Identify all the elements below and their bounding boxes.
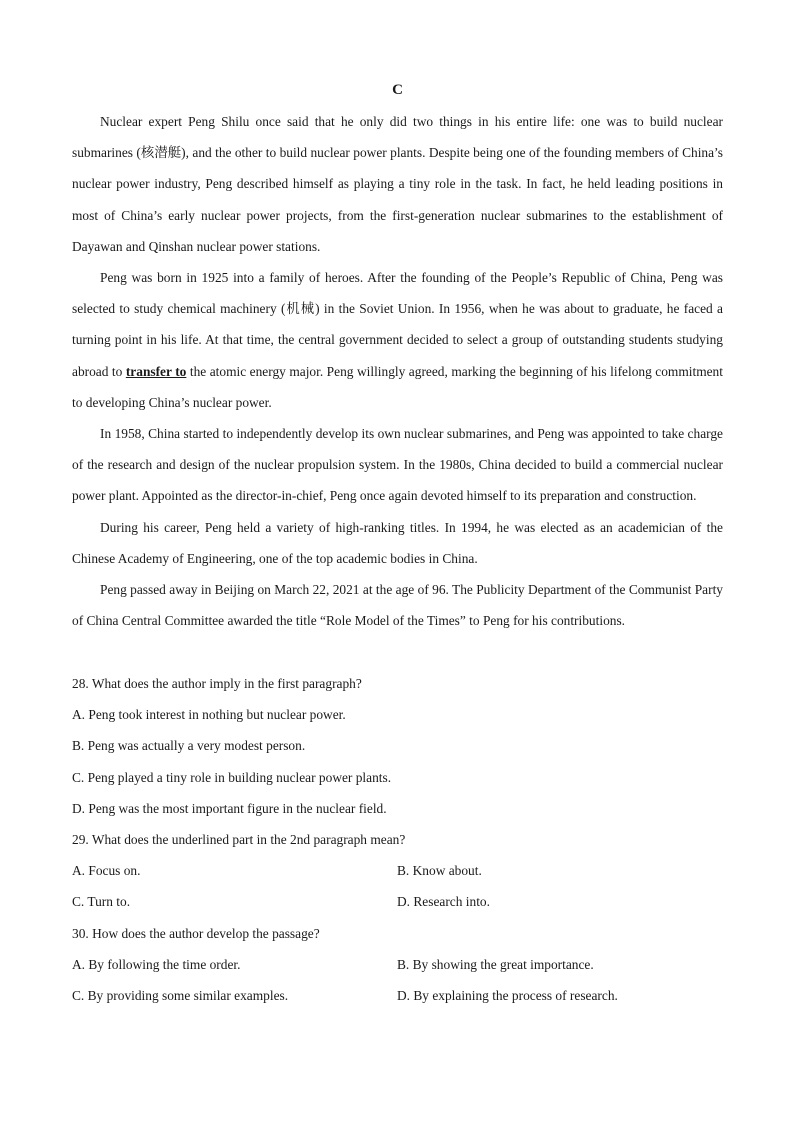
option-a: A. Focus on.: [72, 863, 141, 879]
option-row: [72, 855, 723, 886]
option-d: D. Research into.: [397, 894, 490, 910]
option-d: D. By explaining the process of research.: [397, 988, 618, 1004]
passage-paragraph-5: Peng passed away in Beijing on March 22, 2021 at the age of 96. The Publicity Department of the Communist Party of China Central Committee awarded the title “Role Model of the Times” to Peng for his contributions.: [72, 582, 723, 629]
passage-paragraph-3: In 1958, China started to independently develop its own nuclear submarines, and Peng was appointed to take charge of the research and design of the nuclear propulsion system. In the 1980s, China decided to build a commercial nuclear power plant. Appointed as the director-in-chief, Peng once again devoted himself to its preparation and construction.: [72, 426, 723, 504]
paragraph-2-text-after: the atomic energy major. Peng willingly agreed, marking the beginning of his lifelong commitment to developing China’s nuclear power.: [72, 363, 723, 410]
option-b: B. By showing the great importance.: [397, 956, 594, 972]
option-c: C. Turn to.: [72, 894, 131, 910]
paragraph-2-text-before: Peng was born in 1925 into a family of heroes. After the founding of the People’s Republic of China, Peng was selected to study chemical machinery (机械) in the Soviet Union. In 1956, when he was about to graduate, he faced a turning point in his life. At that time, the central government decided to select a group of outstanding students studying abroad to: [72, 270, 723, 379]
question-30: [72, 918, 723, 1012]
passage-paragraph-1: Nuclear expert Peng Shilu once said that he only did two things in his entire life: one was to build nuclear submarines (核潜艇), and the other to build nuclear power plants. Despite being one of the founding members of China’s nuclear power industry, Peng described himself as playing a tiny role in the task. In fact, he held leading positions in most of China’s early nuclear power projects, from the first-generation nuclear submarines to the establishment of Dayawan and Qinshan nuclear power stations.: [72, 114, 723, 254]
option-c: C. By providing some similar examples.: [72, 988, 289, 1004]
option-row: [72, 949, 723, 980]
option-b: B. Peng was actually a very modest person.: [72, 738, 306, 754]
passage-paragraph-4: During his career, Peng held a variety of high-ranking titles. In 1994, he was elected as an academician of the Chinese Academy of Engineering, one of the top academic bodies in China.: [72, 519, 723, 566]
option-b: B. Know about.: [397, 863, 482, 879]
underlined-phrase: transfer to: [125, 363, 187, 379]
option-a: A. Peng took interest in nothing but nuclear power.: [72, 707, 346, 723]
section-label: C: [392, 82, 403, 98]
reading-passage: [72, 106, 723, 636]
option-c: C. Peng played a tiny role in building nuclear power plants.: [72, 769, 392, 785]
question-stem: 29. What does the underlined part in the 2nd paragraph mean?: [72, 832, 406, 848]
question-list: [72, 668, 723, 1011]
question-29: [72, 824, 723, 918]
question-stem: 28. What does the author imply in the first paragraph?: [72, 676, 362, 691]
question-28: [72, 668, 723, 824]
option-d: D. Peng was the most important figure in the nuclear field.: [72, 800, 387, 816]
passage-paragraph-2: [72, 262, 723, 418]
question-stem: 30. How does the author develop the passage?: [72, 925, 320, 941]
option-row: [72, 886, 723, 917]
option-a: A. By following the time order.: [72, 956, 241, 972]
option-row: [72, 980, 723, 1011]
